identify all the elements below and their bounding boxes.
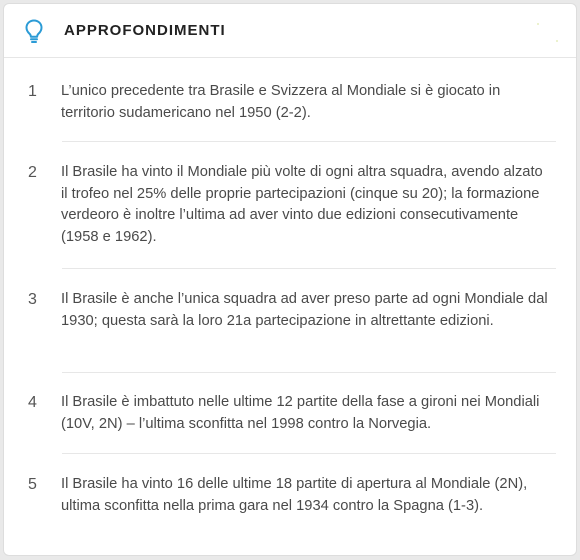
divider (62, 268, 556, 269)
item-text: Il Brasile è imbattuto nelle ultime 12 partite della fase a gironi nei Mondiali (10V, 2N) – l’ultima sconfitta nel 1998 contro la Norvegia. (61, 394, 540, 432)
decoration-dot (556, 40, 558, 42)
card-title: APPROFONDIMENTI (64, 22, 226, 39)
decoration-dot (537, 23, 539, 25)
item-text: L’unico precedente tra Brasile e Svizzera al Mondiale si è giocato in territorio sudamericano nel 1950 (2-2). (61, 83, 501, 121)
item-text: Il Brasile ha vinto il Mondiale più volte di ogni altra squadra, avendo alzato il trofeo nel 25% delle proprie partecipazioni (cinque su 20); la formazione verdeoro è inoltre l’ultima ad aver vinto due edizioni consecutivamente (1958 e 1962). (61, 164, 543, 245)
lightbulb-icon (23, 18, 45, 44)
divider (62, 372, 556, 373)
item-number: 1 (28, 83, 37, 100)
item-text: Il Brasile è anche l’unica squadra ad aver preso parte ad ogni Mondiale dal 1930; questa sarà la loro 21a partecipazione in altrettante edizioni. (61, 291, 548, 329)
insights-card (3, 3, 577, 556)
item-number: 2 (28, 164, 37, 181)
card-header (4, 4, 576, 58)
item-text: Il Brasile ha vinto 16 delle ultime 18 partite di apertura al Mondiale (2N), ultima sconfitta nella prima gara nel 1934 contro la Spagna (1-3). (61, 476, 528, 514)
item-number: 4 (28, 394, 37, 411)
divider (62, 141, 556, 142)
divider (62, 453, 556, 454)
item-number: 3 (28, 291, 37, 308)
item-number: 5 (28, 476, 37, 493)
